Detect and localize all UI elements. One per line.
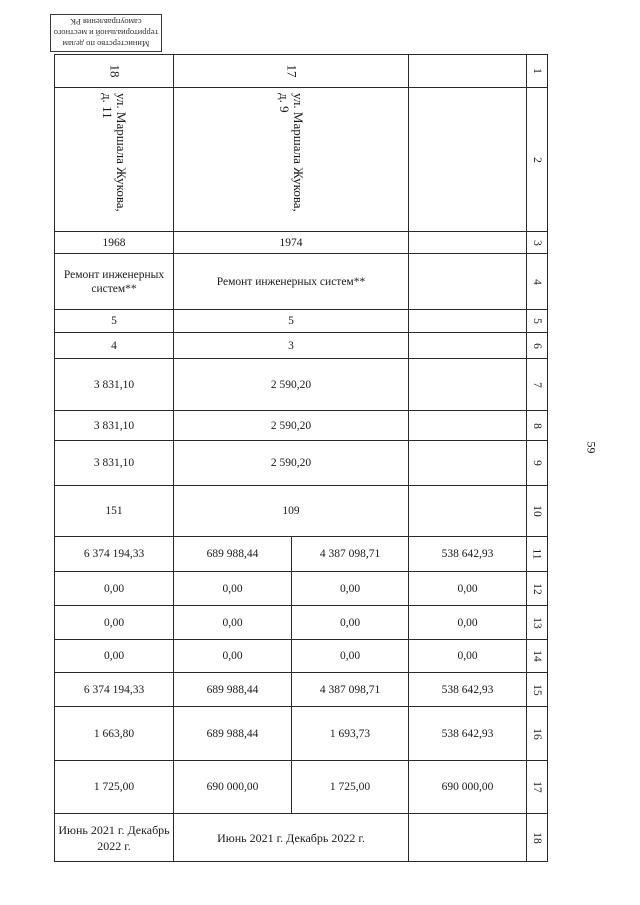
cell: 109 <box>174 486 409 537</box>
cell: 1 663,80 <box>55 707 174 761</box>
approval-stamp <box>50 14 162 52</box>
table-row <box>55 640 548 673</box>
cell: 538 642,93 <box>409 707 527 761</box>
cell: Ремонт инженерных систем** <box>174 254 409 310</box>
stamp-line: территориальной и местного <box>53 28 159 38</box>
cell: 2 590,20 <box>174 359 409 411</box>
table-row <box>55 411 548 441</box>
table-row <box>55 572 548 606</box>
data-table <box>54 54 548 862</box>
cell: 1968 <box>55 232 174 254</box>
cell-address <box>55 88 174 232</box>
cell <box>409 441 527 486</box>
cell: 6 374 194,33 <box>55 673 174 707</box>
row-number: 12 <box>527 572 548 606</box>
cell: 0,00 <box>55 572 174 606</box>
row-number: 18 <box>527 814 548 862</box>
table-row <box>55 486 548 537</box>
table-row <box>55 673 548 707</box>
table-row <box>55 441 548 486</box>
table-row <box>55 707 548 761</box>
cell: 0,00 <box>55 606 174 640</box>
cell: 5 <box>55 310 174 333</box>
cell-empty <box>409 88 527 232</box>
cell: 0,00 <box>292 640 409 673</box>
cell: 538 642,93 <box>409 673 527 707</box>
cell-number <box>55 55 174 88</box>
cell: Июнь 2021 г. Декабрь 2022 г. <box>55 814 174 862</box>
row-number: 1 <box>527 55 548 88</box>
cell-empty <box>409 55 527 88</box>
cell-number <box>174 55 409 88</box>
column-number: 17 <box>284 64 299 78</box>
cell <box>409 310 527 333</box>
row-number: 7 <box>527 359 548 411</box>
cell: 538 642,93 <box>409 537 527 572</box>
row-number: 16 <box>527 707 548 761</box>
row-number: 13 <box>527 606 548 640</box>
cell: 1 693,73 <box>292 707 409 761</box>
page-number: 59 <box>584 441 599 454</box>
cell: 151 <box>55 486 174 537</box>
table-row <box>55 232 548 254</box>
row-number: 14 <box>527 640 548 673</box>
row-number: 15 <box>527 673 548 707</box>
table-row <box>55 814 548 862</box>
cell: 0,00 <box>409 640 527 673</box>
cell: 0,00 <box>409 572 527 606</box>
table-row <box>55 606 548 640</box>
row-number: 17 <box>527 761 548 814</box>
cell <box>409 486 527 537</box>
cell: Ремонт инженерных систем** <box>55 254 174 310</box>
row-number: 2 <box>527 88 548 232</box>
row-number: 3 <box>527 232 548 254</box>
cell: 0,00 <box>292 606 409 640</box>
row-number: 9 <box>527 441 548 486</box>
stamp-line: Министерство по делам <box>62 39 150 49</box>
cell: 0,00 <box>174 572 292 606</box>
table-row <box>55 359 548 411</box>
cell: 3 831,10 <box>55 359 174 411</box>
cell: 1974 <box>174 232 409 254</box>
cell: 689 988,44 <box>174 673 292 707</box>
cell: 2 590,20 <box>174 411 409 441</box>
table-row <box>55 537 548 572</box>
address-text: ул. Маршала Жукова, д. 9 <box>277 93 306 212</box>
cell: 4 387 098,71 <box>292 537 409 572</box>
address-text: ул. Маршала Жукова, д. 11 <box>100 93 129 212</box>
cell: 0,00 <box>55 640 174 673</box>
table-row <box>55 254 548 310</box>
cell <box>409 232 527 254</box>
row-number: 11 <box>527 537 548 572</box>
cell <box>409 254 527 310</box>
table-row <box>55 310 548 333</box>
cell: 6 374 194,33 <box>55 537 174 572</box>
cell-address <box>174 88 409 232</box>
cell: 2 590,20 <box>174 441 409 486</box>
cell: 1 725,00 <box>292 761 409 814</box>
cell: 0,00 <box>409 606 527 640</box>
cell: 690 000,00 <box>409 761 527 814</box>
row-number: 8 <box>527 411 548 441</box>
cell: 0,00 <box>174 640 292 673</box>
row-number: 6 <box>527 333 548 359</box>
cell: 689 988,44 <box>174 537 292 572</box>
cell: 3 831,10 <box>55 411 174 441</box>
table-row <box>55 88 548 232</box>
cell: 0,00 <box>292 572 409 606</box>
cell <box>409 359 527 411</box>
cell: 0,00 <box>174 606 292 640</box>
cell: 689 988,44 <box>174 707 292 761</box>
cell <box>409 411 527 441</box>
table-row <box>55 761 548 814</box>
cell: 5 <box>174 310 409 333</box>
column-number: 18 <box>107 64 122 78</box>
table-row <box>55 55 548 88</box>
row-number: 10 <box>527 486 548 537</box>
row-number: 4 <box>527 254 548 310</box>
cell: 1 725,00 <box>55 761 174 814</box>
cell: 3 <box>174 333 409 359</box>
table-row <box>55 333 548 359</box>
cell: Июнь 2021 г. Декабрь 2022 г. <box>174 814 409 862</box>
cell <box>409 814 527 862</box>
stamp-line: самоуправления РК <box>70 17 142 27</box>
cell <box>409 333 527 359</box>
row-number: 5 <box>527 310 548 333</box>
cell: 4 <box>55 333 174 359</box>
cell: 3 831,10 <box>55 441 174 486</box>
cell: 4 387 098,71 <box>292 673 409 707</box>
cell: 690 000,00 <box>174 761 292 814</box>
